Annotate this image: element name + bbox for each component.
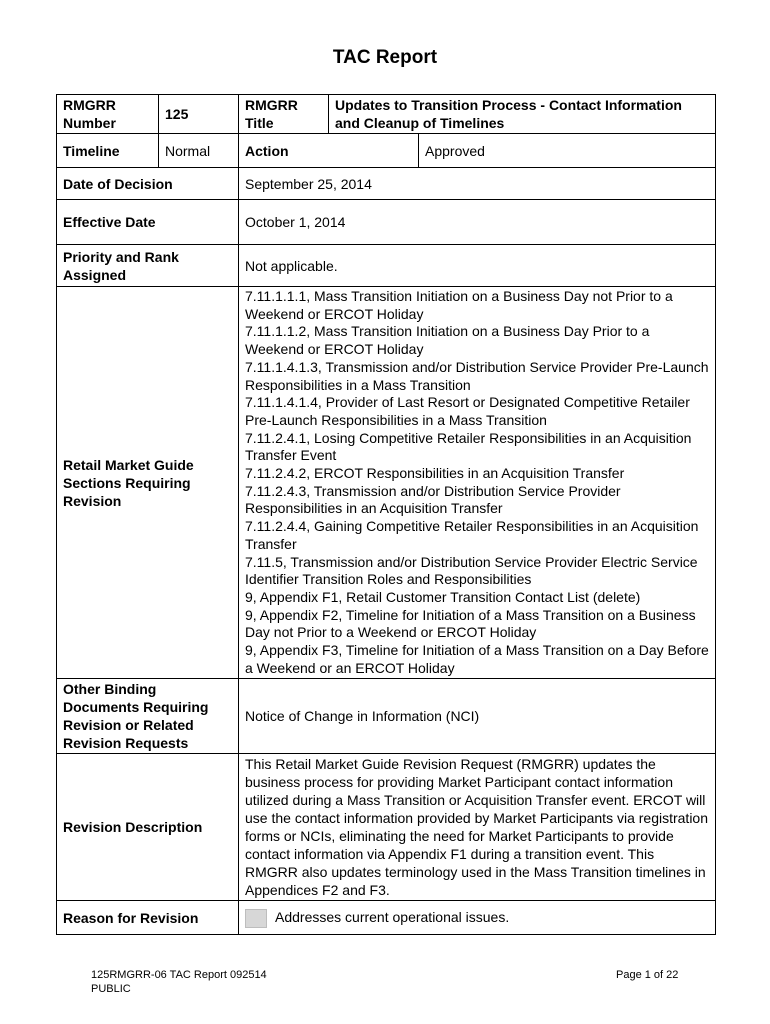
action-value: Approved xyxy=(419,134,716,168)
list-item: 9, Appendix F1, Retail Customer Transition Contact List (delete) xyxy=(245,588,641,605)
table-row xyxy=(57,200,716,245)
rmgrr-number-value: 125 xyxy=(159,95,239,134)
footer-classification: PUBLIC xyxy=(91,983,131,995)
list-item: 7.11.1.1.2, Mass Transition Initiation on a Business Day Prior to a Weekend or ERCOT Holiday xyxy=(245,323,650,358)
table-row xyxy=(57,754,716,901)
table-row xyxy=(57,679,716,754)
list-item: 7.11.2.4.2, ERCOT Responsibilities in an Acquisition Transfer xyxy=(245,465,625,482)
footer-left xyxy=(91,968,267,996)
timeline-value: Normal xyxy=(159,134,239,168)
table-row xyxy=(57,287,716,679)
table-row xyxy=(57,95,716,134)
timeline-label: Timeline xyxy=(57,134,159,168)
sections-list xyxy=(239,287,716,679)
table-row xyxy=(57,901,716,935)
other-docs-value: Notice of Change in Information (NCI) xyxy=(239,679,716,754)
footer-doc-id: 125RMGRR-06 TAC Report 092514 xyxy=(91,969,267,981)
reason-checkbox[interactable] xyxy=(245,909,267,928)
list-item: 9, Appendix F3, Timeline for Initiation of a Mass Transition on a Day Before a Weekend or an ERCOT Holiday xyxy=(245,642,709,676)
effective-date-value: October 1, 2014 xyxy=(239,200,716,245)
reason-cell xyxy=(239,901,716,935)
priority-label: Priority and Rank Assigned xyxy=(57,245,239,287)
table-row xyxy=(57,168,716,200)
list-item: 7.11.2.4.4, Gaining Competitive Retailer Responsibilities in an Acquisition Transfer xyxy=(245,518,699,552)
reason-label: Reason for Revision xyxy=(57,901,239,935)
list-item: 9, Appendix F2, Timeline for Initiation of a Mass Transition on a Business Day not Prior to a Weekend or ERCOT Holiday xyxy=(245,606,696,641)
sections-label: Retail Market Guide Sections Requiring Revision xyxy=(57,287,239,679)
table-row xyxy=(57,245,716,287)
footer-page-number: Page 1 of 22 xyxy=(616,969,679,981)
list-item: 7.11.5, Transmission and/or Distribution Service Provider Electric Service Identifier Transition Roles and Responsibilities xyxy=(245,553,698,588)
date-of-decision-value: September 25, 2014 xyxy=(239,168,716,200)
list-item: 7.11.1.4.1.4, Provider of Last Resort or Designated Competitive Retailer Pre-Launch Responsibilities in a Mass Transition xyxy=(245,394,690,428)
list-item: 7.11.2.4.1, Losing Competitive Retailer Responsibilities in an Acquisition Transfer Event xyxy=(245,429,692,464)
priority-value: Not applicable. xyxy=(239,245,716,287)
list-item: 7.11.1.1.1, Mass Transition Initiation on a Business Day not Prior to a Weekend or ERCOT Holiday xyxy=(245,288,673,322)
table-row xyxy=(57,134,716,168)
other-docs-label: Other Binding Documents Requiring Revision or Related Revision Requests xyxy=(57,679,239,754)
report-table xyxy=(56,94,716,935)
revision-description-label: Revision Description xyxy=(57,754,239,901)
rmgrr-title-label: RMGRR Title xyxy=(239,95,329,134)
page-title: TAC Report xyxy=(332,47,438,68)
reason-value: Addresses current operational issues. xyxy=(275,909,510,926)
list-item: 7.11.2.4.3, Transmission and/or Distribution Service Provider Responsibilities in an Acquisition Transfer xyxy=(245,482,621,517)
date-of-decision-label: Date of Decision xyxy=(57,168,239,200)
effective-date-label: Effective Date xyxy=(57,200,239,245)
rmgrr-number-label: RMGRR Number xyxy=(57,95,159,134)
rmgrr-title-value: Updates to Transition Process - Contact Information and Cleanup of Timelines xyxy=(329,95,716,134)
list-item: 7.11.1.4.1.3, Transmission and/or Distribution Service Provider Pre-Launch Responsibilities in a Mass Transition xyxy=(245,358,709,393)
revision-description-value: This Retail Market Guide Revision Request (RMGRR) updates the business process for providing Market Participant contact information utilized during a Mass Transition or Acquisition Transfer event. ERCOT will use the contact information provided by Market Participants via registration forms or NCIs, eliminating the need for Market Participants to provide contact information via Appendix F1 during a transition event. This RMGRR also updates terminology used in the Mass Transition timelines in Appendices F2 and F3. xyxy=(239,754,716,901)
action-label: Action xyxy=(239,134,419,168)
